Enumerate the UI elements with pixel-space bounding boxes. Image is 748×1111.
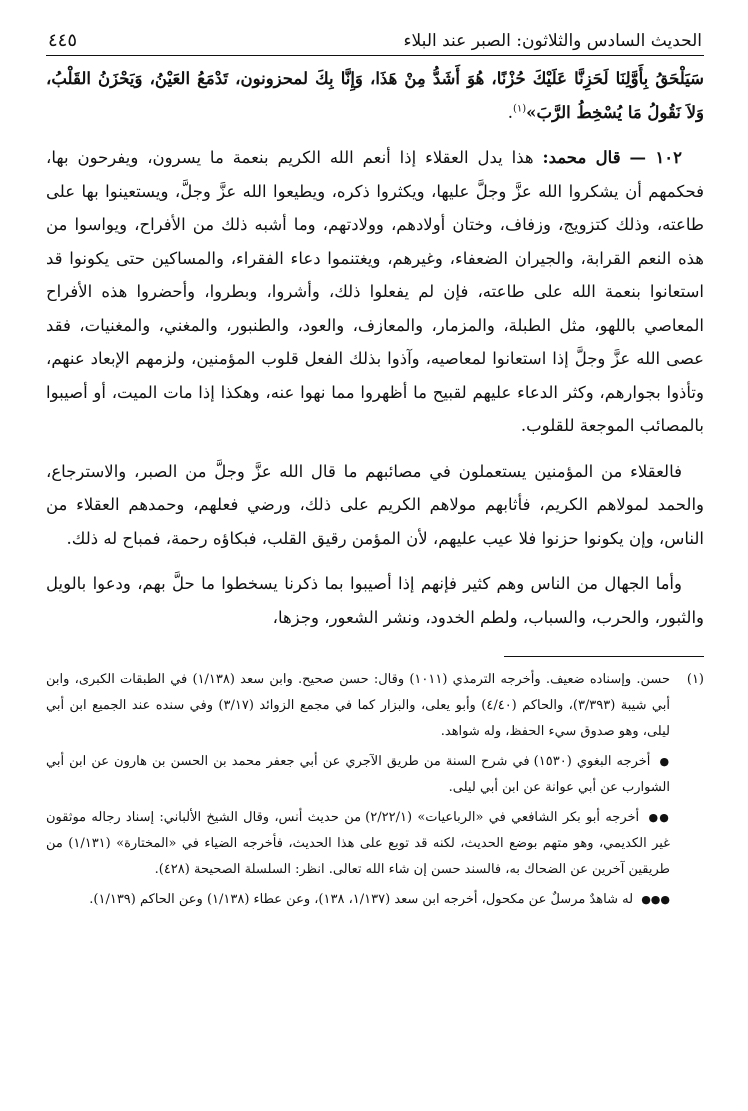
bullet-dot-icon: ● <box>659 755 670 768</box>
footnote-main-text: حسن. وإسناده ضعيف. وأخرجه الترمذي (١٠١١) وقال: حسن صحيح. وابن سعد (١/١٣٨) في الطبقات الكبرى، وابن أبي شيبة (٣/٣٩٣)، والحاكم (٤/٤٠) وأبو يعلى، والبزار كما في مجمع الزوائد (٣/١٧) وفي سنده عند الجميع ابن أبي ليلى، وهو صدوق سيء الحفظ، وله شواهد. <box>46 672 671 739</box>
footnote-1 <box>46 667 704 913</box>
footnote-reference: (١) <box>512 103 527 114</box>
footnote-sub-text: أخرجه أبو بكر الشافعي في «الرباعيات» (٢/٢٢/١) من حديث أنس، وقال الشيخ الألباني: إسناد رجاله موثقون غير الكديمي، وهو متهم بوضع الحديث، لكنه قد توبع على هذا الحديث، فأخرجه الضياء في «المختارة» (١/١٣١) من طريقين آخرين عن الضحاك به، فالسند حسن إن شاء الله تعالى. انظر: السلسلة الصحيحة (٤٢٨). <box>46 810 670 877</box>
paragraph-wise-believers <box>46 455 704 556</box>
speaker-label: قال محمد: <box>542 148 621 167</box>
paragraph-ignorant-people <box>46 567 704 634</box>
footnote-body <box>46 667 670 913</box>
footnote-separator <box>504 656 704 657</box>
chapter-title: الحديث السادس والثلاثون: الصبر عند البلاء <box>403 31 702 51</box>
footnote-sub-1 <box>46 749 670 801</box>
paragraph-text: فالعقلاء من المؤمنين يستعملون في مصائبهم ما قال الله عزَّ وجلَّ من الصبر، والاسترجاع، والحمد لمولاهم الكريم، فأثابهم مولاهم الكريم على ذلك، ورضي فعلهم، وحمدهم العقلاء من الناس، وإن يكونوا حزنوا فلا عيب عليهم، لأن المؤمن رقيق القلب، فبكاؤه رحمة، فمباح له ذلك. <box>46 461 704 548</box>
footnote-sub-text: له شاهدٌ مرسلٌ عن مكحول، أخرجه ابن سعد (١/١٣٧، ١٣٨)، وعن عطاء (١/١٣٨) وعن الحاكم (١/١٣٩). <box>89 892 634 907</box>
footnote-sub-3 <box>46 887 670 913</box>
footnote-sub-text: أخرجه البغوي (١٥٣٠) في شرح السنة من طريق الآجري عن أبي جعفر محمد بن الحسن بن هارون عن ابن أبي الشوارب عن أبي عوانة عن ابن أبي ليلى. <box>46 754 670 795</box>
page <box>46 30 704 913</box>
hadith-quote-paragraph <box>46 62 704 129</box>
page-number: ٤٤٥ <box>48 30 78 51</box>
bullet-dot-icon: ●● <box>648 811 670 824</box>
paragraph-end-mark: . <box>507 102 513 122</box>
commentary-paragraph-102 <box>46 141 704 443</box>
footnotes <box>46 667 704 913</box>
paragraph-number: ١٠٢ — <box>629 148 682 167</box>
paragraph-text: وأما الجهال من الناس وهم كثير فإنهم إذا أصيبوا بما ذكرنا يسخطوا ما حلَّ بهم، ودعوا بالويل والثبور، والحرب، والسباب، ولطم الخدود، ونشر الشعور، وجزها، <box>46 574 704 627</box>
paragraph-text: هذا يدل العقلاء إذا أنعم الله الكريم بنعمة ما يسرون، ويفرحون بها، فحكمهم أن يشكروا الله عزَّ وجلَّ عليها، ويكثروا ذكره، ويطيعوا الله عزَّ وجلَّ، ويستعينوا بها على طاعته، وذلك كتزويج، وزفاف، وختان أولادهم، وولادتهم، وما أشبه ذلك من الأفراح، ويواسوا من هذه النعم القرابة، والجيران الضعفاء، وغيرهم، ويغتنموا دعاء الفقراء، والمساكين حتى يكونوا قد استعانوا بنعمة الله على طاعته، فإن لم يفعلوا ذلك، وأشروا، وبطروا، وأحضروا هذه الأفراح المعاصي باللهو، مثل الطبلة، والمزمار، والمعازف، والعود، والطنبور، والمغني، والمغنيات، فقد عصى الله عزَّ وجلَّ إذا استعانوا لمعاصيه، وآذوا بذلك الفعل قلوب المؤمنين، ولزمهم الإبعاد عنهم، وتأذوا بجوارهم، وكثر الدعاء عليهم لقبيح ما أظهروا مما نهوا عنه، وهكذا إذا مات الميت، أو أصيبوا بالمصائب الموجعة للقلوب. <box>46 148 704 435</box>
hadith-quote-text: سَيَلْحَقُ بِأَوَّلِنَا لَحَزِنَّا عَلَيْكَ حُزْنًا، هُوَ أَشَدُّ مِنْ هَذَا، وَإِنَّا بِكَ لمحزونون، تَدْمَعُ العَيْنُ، وَيَحْزَنُ القَلْبُ، وَلاَ نَقُولُ مَا يُسْخِطُ الرَّبَ» <box>46 69 704 122</box>
footnote-sub-2 <box>46 805 670 883</box>
bullet-dot-icon: ●●● <box>641 893 670 906</box>
footnote-label: (١) <box>686 672 704 687</box>
running-header <box>46 30 704 56</box>
main-text <box>46 62 704 634</box>
